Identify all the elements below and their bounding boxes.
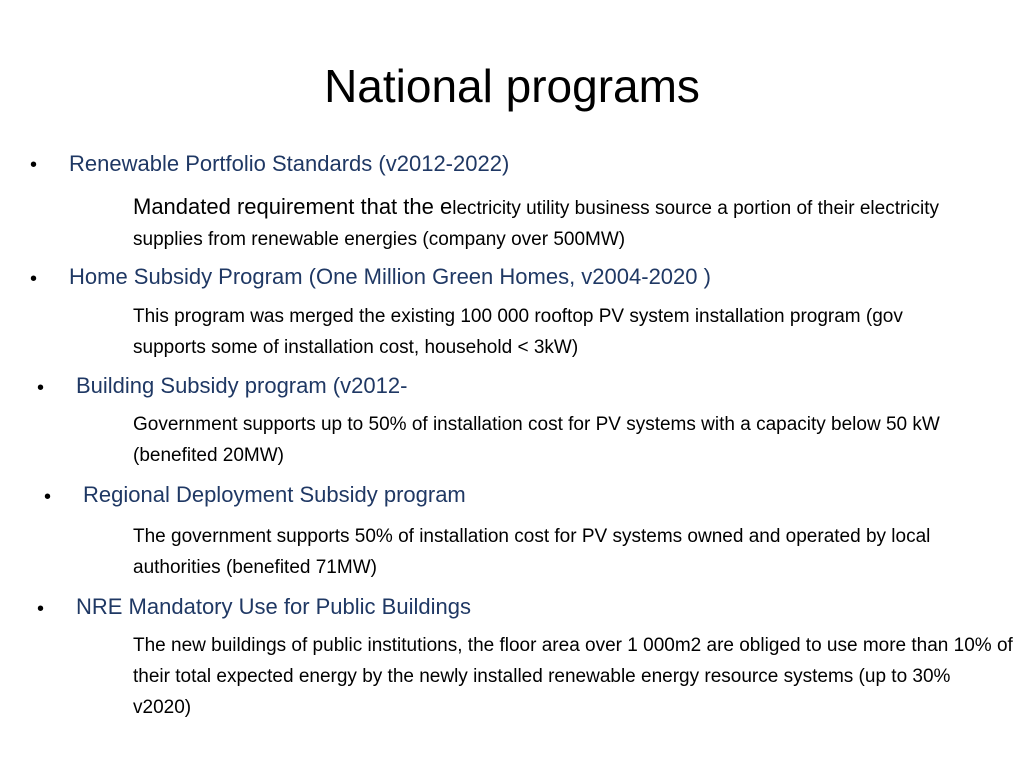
item-body-home-subsidy: This program was merged the existing 100 000 rooftop PV system installation program (gov supports some of installation cost, household < 3kW) <box>133 306 903 358</box>
bullet-icon: • <box>44 486 52 508</box>
item-heading-home-subsidy: Home Subsidy Program (One Million Green Homes, v2004-2020 ) <box>69 264 711 289</box>
item-body-rps <box>133 191 963 255</box>
bullet-icon: • <box>37 598 45 620</box>
item-heading-nre-mandatory: NRE Mandatory Use for Public Buildings <box>76 594 471 619</box>
item-heading-regional-deployment: Regional Deployment Subsidy program <box>83 482 466 507</box>
item-body-building-subsidy: Government supports up to 50% of installation cost for PV systems with a capacity below 50 kW (benefited 20MW) <box>133 414 940 466</box>
bullet-icon: • <box>30 268 38 290</box>
item-heading-rps: Renewable Portfolio Standards (v2012-2022) <box>69 151 510 176</box>
item-body-regional-deployment: The government supports 50% of installation cost for PV systems owned and operated by local authorities (benefited 71MW) <box>133 526 931 578</box>
bullet-icon: • <box>37 377 45 399</box>
item-body-nre-mandatory: The new buildings of public institutions, the floor area over 1 000m2 are obliged to use more than 10% of their total expected energy by the newly installed renewable energy resource systems (up to 30% v2020) <box>133 635 1013 718</box>
bullet-icon: • <box>30 154 38 176</box>
item-heading-building-subsidy: Building Subsidy program (v2012- <box>76 373 408 398</box>
item-body-rps-lead: Mandated requirement that the e <box>133 194 453 219</box>
slide-title: National programs <box>324 60 700 112</box>
item-body-rps-rest: lectricity utility business source a portion of their electricity supplies from renewable energies (company over 500MW) <box>133 198 940 250</box>
